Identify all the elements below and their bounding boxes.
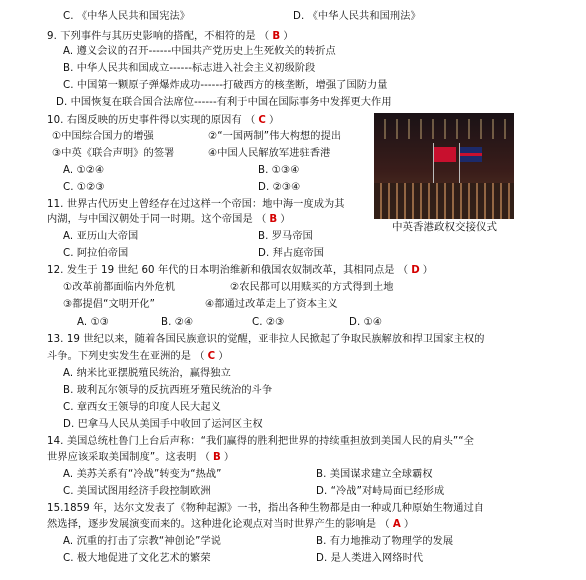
exam-line bbox=[63, 384, 272, 398]
line-text: B. ①③④ bbox=[258, 165, 300, 176]
line-text: A. 遵义会议的召开------中国共产党历史上生死攸关的转折点 bbox=[63, 46, 336, 57]
line-text: 世界应该采取美国制度”。这表明 （ bbox=[47, 452, 211, 463]
exam-line bbox=[63, 230, 138, 244]
line-text: C. 阿拉伯帝国 bbox=[63, 248, 129, 259]
exam-line bbox=[63, 401, 221, 415]
question-stem bbox=[47, 451, 234, 465]
question-stem bbox=[47, 264, 433, 278]
question-stem bbox=[47, 350, 229, 364]
exam-line bbox=[77, 316, 109, 330]
exam-line bbox=[230, 281, 394, 295]
exam-line bbox=[208, 130, 341, 144]
line-text: 10. 右图反映的历史事件得以实现的原因有 （ bbox=[47, 115, 256, 126]
exam-line bbox=[161, 316, 193, 330]
line-text: ④都通过改革走上了资本主义 bbox=[205, 299, 338, 310]
line-text: ③都提倡“文明开化” bbox=[63, 299, 156, 310]
exam-line bbox=[63, 298, 155, 312]
exam-line bbox=[252, 316, 284, 330]
answer-letter: C bbox=[258, 115, 266, 126]
exam-line bbox=[293, 10, 421, 24]
exam-line bbox=[349, 316, 382, 330]
line-text: C. ②③ bbox=[252, 317, 285, 328]
line-text: D. 《中华人民共和国刑法》 bbox=[293, 11, 421, 22]
line-text: ④中国人民解放军进驻香港 bbox=[208, 148, 331, 159]
exam-line bbox=[316, 552, 423, 566]
ceremony-stage bbox=[374, 183, 514, 219]
line-text: D. 是人类进入网络时代 bbox=[316, 553, 424, 564]
exam-line bbox=[63, 62, 315, 76]
closing-paren: ） bbox=[403, 519, 415, 530]
exam-line bbox=[52, 147, 174, 161]
answer-letter: B bbox=[272, 31, 281, 42]
exam-line bbox=[316, 485, 444, 499]
ceiling-lights bbox=[374, 119, 514, 139]
line-text: A. 美苏关系有“冷战”转变为“热战” bbox=[63, 469, 222, 480]
line-text: ②农民都可以用赎买的方式得到土地 bbox=[230, 282, 394, 293]
exam-line bbox=[47, 435, 474, 449]
exam-line bbox=[47, 198, 345, 212]
answer-letter: D bbox=[411, 265, 420, 276]
exam-line bbox=[63, 181, 105, 195]
closing-paren: ） bbox=[422, 265, 434, 276]
line-text: 9. 下列事件与其历史影响的搭配，不相符的是 （ bbox=[47, 31, 270, 42]
line-text: C. 极大地促进了文化艺术的繁荣 bbox=[63, 553, 211, 564]
answer-letter: A bbox=[392, 519, 401, 530]
closing-paren: ） bbox=[223, 452, 235, 463]
question-stem bbox=[47, 518, 414, 532]
handover-ceremony-photo bbox=[374, 113, 514, 219]
line-text: 15.1859 年，达尔文发表了《物种起源》一书，指出各种生物都是由一种或几种原始生物通过自 bbox=[47, 503, 485, 514]
british-flag bbox=[460, 147, 482, 162]
exam-line bbox=[63, 10, 190, 24]
line-text: ②“一国两制”伟大构想的提出 bbox=[208, 131, 342, 142]
exam-line bbox=[258, 247, 324, 261]
exam-line bbox=[258, 181, 300, 195]
line-text: A. 纳米比亚摆脱殖民统治，赢得独立 bbox=[63, 368, 231, 379]
line-text: B. 罗马帝国 bbox=[258, 231, 313, 242]
exam-line bbox=[63, 485, 211, 499]
line-text: A. ①③ bbox=[77, 317, 110, 328]
exam-line bbox=[205, 298, 338, 312]
exam-line bbox=[63, 535, 221, 549]
line-text: C. 章西女王领导的印度人民大起义 bbox=[63, 402, 221, 413]
line-text: 13. 19 世纪以来，随着各国民族意识的觉醒，亚非拉人民掀起了争取民族解放和捍卫国家主权的 bbox=[47, 334, 485, 345]
line-text: ③中英《联合声明》的签署 bbox=[52, 148, 175, 159]
line-text: ①改革前都面临内外危机 bbox=[63, 282, 176, 293]
line-text: 然选择，逐步发展演变而来的。这种进化论观点对当时世界产生的影响是 （ bbox=[47, 519, 390, 530]
exam-line bbox=[52, 130, 154, 144]
answer-letter: B bbox=[269, 214, 278, 225]
line-text: D. 巴拿马人民从美国手中收回了运河区主权 bbox=[63, 419, 263, 430]
exam-line bbox=[47, 502, 484, 516]
closing-paren: ） bbox=[218, 351, 229, 362]
answer-letter: B bbox=[213, 452, 221, 463]
line-text: A. 亚历山大帝国 bbox=[63, 231, 139, 242]
line-text: D. 中国恢复在联合国合法席位------有利于中国在国际事务中发挥更大作用 bbox=[56, 97, 392, 108]
question-stem bbox=[47, 30, 294, 44]
line-text: A. ①②④ bbox=[63, 165, 105, 176]
line-text: D. 拜占庭帝国 bbox=[258, 248, 325, 259]
line-text: 斗争。下列史实发生在亚洲的是 （ bbox=[47, 351, 205, 362]
exam-line bbox=[63, 247, 128, 261]
exam-line bbox=[63, 164, 104, 178]
exam-line bbox=[63, 367, 231, 381]
line-text: C. 《中华人民共和国宪法》 bbox=[63, 11, 191, 22]
line-text: 11. 世界古代历史上曾经存在过这样一个帝国：地中海一度成为其 bbox=[47, 199, 345, 210]
line-text: 14. 美国总统杜鲁门上台后声称：“我们赢得的胜利把世界的持续重担放到美国人民的肩头”“全 bbox=[47, 436, 474, 447]
closing-paren: ） bbox=[268, 115, 280, 126]
answer-letter: C bbox=[207, 351, 216, 362]
exam-line bbox=[63, 418, 263, 432]
line-text: C. 中国第一颗原子弹爆炸成功------打破西方的核垄断，增强了国防力量 bbox=[63, 80, 388, 91]
exam-line bbox=[208, 147, 330, 161]
question-stem bbox=[47, 114, 279, 128]
exam-line bbox=[63, 45, 336, 59]
line-text: C. 美国试图用经济手段控制欧洲 bbox=[63, 486, 211, 497]
exam-line bbox=[63, 79, 388, 93]
exam-line bbox=[56, 96, 392, 110]
exam-line bbox=[316, 468, 433, 482]
exam-line bbox=[258, 230, 313, 244]
exam-line bbox=[63, 552, 211, 566]
line-text: B. 有力地推动了物理学的发展 bbox=[316, 536, 454, 547]
line-text: 内湖，与中国汉朝处于同一时期。这个帝国是 （ bbox=[47, 214, 267, 225]
line-text: ①中国综合国力的增强 bbox=[52, 131, 154, 142]
exam-line bbox=[47, 333, 485, 347]
line-text: B. 美国谋求建立全球霸权 bbox=[316, 469, 433, 480]
line-text: C. ①②③ bbox=[63, 182, 105, 193]
figure-caption: 中英香港政权交接仪式 bbox=[392, 221, 497, 233]
line-text: A. 沉重的打击了宗教“神创论”学说 bbox=[63, 536, 222, 547]
line-text: D. “冷战”对峙局面已经形成 bbox=[316, 486, 445, 497]
line-text: B. 玻利瓦尔领导的反抗西班牙殖民统治的斗争 bbox=[63, 385, 273, 396]
line-text: 12. 发生于 19 世纪 60 年代的日本明治维新和俄国农奴制改革，其相同点是 （ bbox=[47, 265, 409, 276]
exam-line bbox=[316, 535, 453, 549]
closing-paren: ） bbox=[283, 31, 294, 42]
exam-line bbox=[258, 164, 299, 178]
exam-line bbox=[63, 281, 175, 295]
closing-paren: ） bbox=[280, 214, 291, 225]
chinese-flag bbox=[434, 147, 456, 162]
line-text: B. 中华人民共和国成立------标志进入社会主义初级阶段 bbox=[63, 63, 316, 74]
line-text: D. ②③④ bbox=[258, 182, 301, 193]
line-text: D. ①④ bbox=[349, 317, 383, 328]
exam-line bbox=[63, 468, 222, 482]
line-text: B. ②④ bbox=[161, 317, 194, 328]
question-stem bbox=[47, 213, 291, 227]
